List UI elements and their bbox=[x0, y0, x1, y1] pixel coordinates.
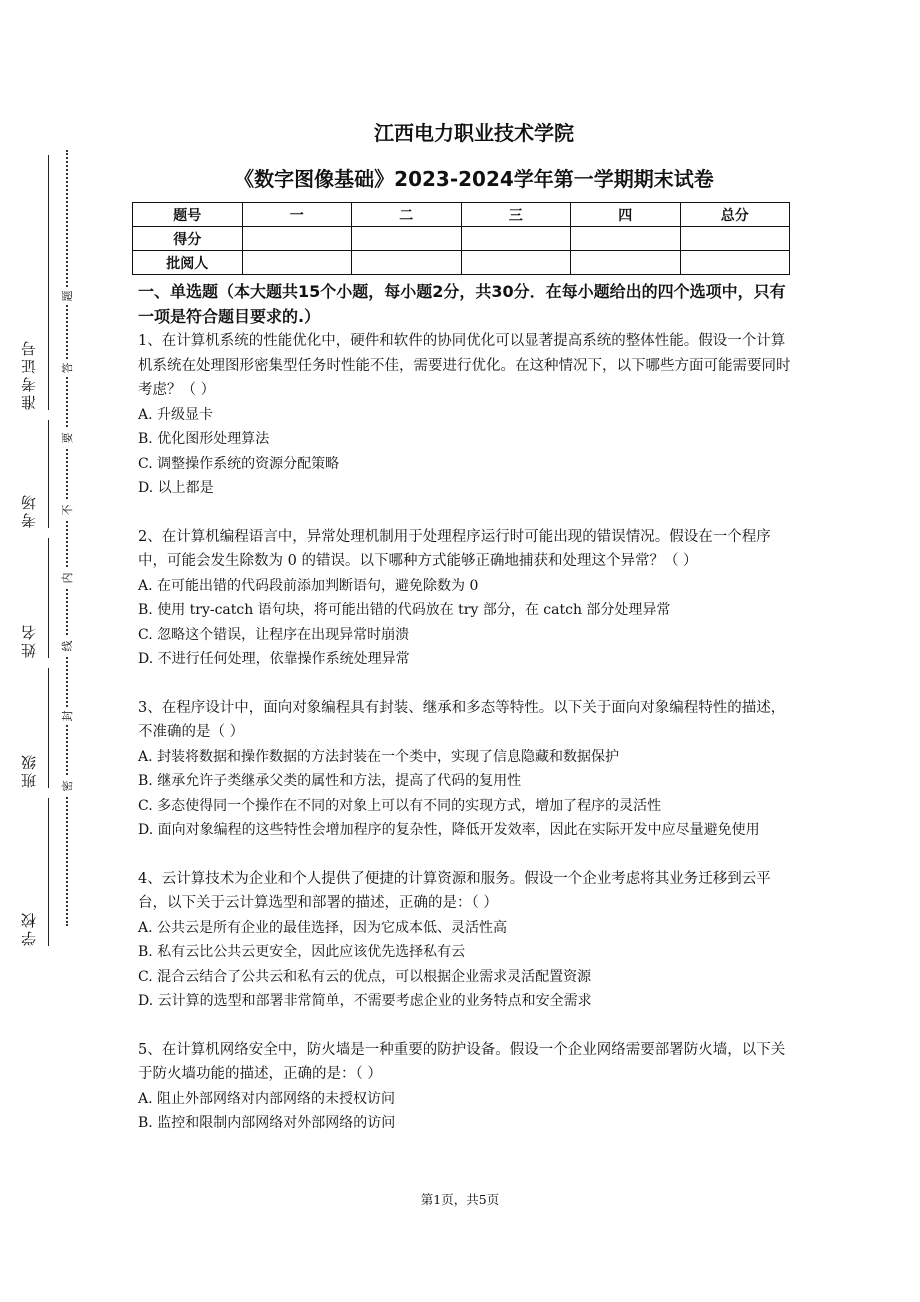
exam-title: 《数字图像基础》2023-2024学年第一学期期末试卷 bbox=[234, 167, 714, 191]
school-label: 学校 bbox=[20, 910, 38, 946]
reviewer-cell bbox=[461, 251, 571, 275]
question-option: A. 阻止外部网络对内部网络的未授权访问 bbox=[138, 1090, 396, 1107]
question-option: C. 混合云结合了公共云和私有云的优点，可以根据企业需求灵活配置资源 bbox=[138, 968, 592, 985]
reviewer-cell bbox=[242, 251, 352, 275]
question-option: B. 使用 try-catch 语句块，将可能出错的代码放在 try 部分，在 catch 部分处理异常 bbox=[138, 602, 671, 618]
class-label: 班级 bbox=[20, 752, 38, 788]
seal-char: 封 bbox=[59, 707, 75, 725]
question-option: C. 忽略这个错误，让程序在出现异常时崩溃 bbox=[138, 626, 410, 643]
score-header-cell: 三 bbox=[461, 203, 571, 227]
exam-room-underline bbox=[48, 420, 49, 528]
class-underline bbox=[48, 668, 49, 788]
score-header-cell: 一 bbox=[242, 203, 352, 227]
school-underline bbox=[48, 798, 49, 946]
score-row-label: 得分 bbox=[133, 227, 243, 251]
question-option: A. 在可能出错的代码段前添加判断语句，避免除数为 0 bbox=[138, 577, 479, 594]
name-field bbox=[14, 538, 44, 658]
score-cell bbox=[352, 227, 462, 251]
question-1 bbox=[138, 329, 792, 501]
name-label: 姓名 bbox=[20, 622, 38, 658]
question-stem: 2、在计算机编程语言中，异常处理机制用于处理程序运行时可能出现的错误情况。假设在一个程序中，可能会发生除数为 0 的错误。以下哪种方式能够正确地捕获和处理这个异常？（ ） bbox=[138, 528, 771, 569]
question-4 bbox=[138, 867, 792, 1014]
question-option: D. 面向对象编程的这些特性会增加程序的复杂性，降低开发效率，因此在实际开发中应尽量避免使用 bbox=[138, 822, 760, 838]
question-option: B. 继承允许子类继承父类的属性和方法，提高了代码的复用性 bbox=[138, 773, 522, 789]
score-table-header-row bbox=[133, 203, 790, 227]
question-option: D. 以上都是 bbox=[138, 480, 214, 496]
question-5 bbox=[138, 1038, 792, 1136]
seal-char: 内 bbox=[59, 569, 75, 587]
seal-char: 题 bbox=[59, 287, 75, 305]
name-underline bbox=[48, 538, 49, 658]
reviewer-cell bbox=[571, 251, 681, 275]
question-option: B. 优化图形处理算法 bbox=[138, 431, 270, 447]
question-stem: 4、云计算技术为企业和个人提供了便捷的计算资源和服务。假设一个企业考虑将其业务迁移到云平台，以下关于云计算选型和部署的描述，正确的是：（ ） bbox=[138, 870, 771, 911]
class-field bbox=[14, 668, 44, 788]
score-header-cell: 四 bbox=[571, 203, 681, 227]
question-option: C. 调整操作系统的资源分配策略 bbox=[138, 455, 340, 472]
binding-margin bbox=[0, 0, 60, 1302]
reviewer-cell bbox=[352, 251, 462, 275]
section-heading: 一、单选题（本大题共15个小题，每小题2分，共30分．在每小题给出的四个选项中，只有一项是符合题目要求的.） bbox=[138, 282, 786, 326]
question-option: C. 多态使得同一个操作在不同的对象上可以有不同的实现方式，增加了程序的灵活性 bbox=[138, 797, 662, 814]
score-cell bbox=[680, 227, 790, 251]
exam-number-field bbox=[14, 155, 44, 410]
seal-char: 密 bbox=[59, 777, 75, 795]
score-header-cell: 二 bbox=[352, 203, 462, 227]
question-2 bbox=[138, 525, 792, 672]
question-option: B. 监控和限制内部网络对外部网络的访问 bbox=[138, 1115, 396, 1131]
score-cell bbox=[461, 227, 571, 251]
seal-char: 要 bbox=[59, 429, 75, 447]
reviewer-row bbox=[133, 251, 790, 275]
question-stem: 3、在程序设计中，面向对象编程具有封装、继承和多态等特性。以下关于面向对象编程特性的描述，不准确的是（ ） bbox=[138, 699, 786, 740]
question-option: A. 公共云是所有企业的最佳选择，因为它成本低、灵活性高 bbox=[138, 919, 508, 936]
seal-char: 不 bbox=[59, 501, 75, 519]
school-field bbox=[14, 798, 44, 946]
seal-char: 答 bbox=[59, 359, 75, 377]
score-row bbox=[133, 227, 790, 251]
score-table bbox=[132, 202, 790, 275]
question-option: D. 不进行任何处理，依靠操作系统处理异常 bbox=[138, 651, 410, 667]
score-header-cell: 总分 bbox=[680, 203, 790, 227]
question-3 bbox=[138, 696, 792, 843]
reviewer-row-label: 批阅人 bbox=[133, 251, 243, 275]
score-cell bbox=[242, 227, 352, 251]
exam-number-label: 准考证号 bbox=[20, 338, 38, 410]
question-option: D. 云计算的选型和部署非常简单，不需要考虑企业的业务特点和安全需求 bbox=[138, 993, 592, 1009]
score-cell bbox=[571, 227, 681, 251]
score-header-cell: 题号 bbox=[133, 203, 243, 227]
question-stem: 5、在计算机网络安全中，防火墙是一种重要的防护设备。假设一个企业网络需要部署防火墙，以下关于防火墙功能的描述，正确的是：（ ） bbox=[138, 1041, 786, 1082]
seal-char: 线 bbox=[59, 637, 75, 655]
reviewer-cell bbox=[680, 251, 790, 275]
exam-room-field bbox=[14, 420, 44, 528]
exam-room-label: 考场 bbox=[20, 492, 38, 528]
question-stem: 1、在计算机系统的性能优化中，硬件和软件的协同优化可以显著提高系统的整体性能。假设一个计算机系统在处理图形密集型任务时性能不佳，需要进行优化。在这种情况下，以下哪些方面可能需要同时考虑？（ ） bbox=[138, 333, 791, 398]
school-title: 江西电力职业技术学院 bbox=[374, 121, 574, 145]
question-option: A. 封装将数据和操作数据的方法封装在一个类中，实现了信息隐藏和数据保护 bbox=[138, 748, 620, 765]
exam-number-underline bbox=[48, 155, 49, 410]
question-option: B. 私有云比公共云更安全，因此应该优先选择私有云 bbox=[138, 944, 466, 960]
question-option: A. 升级显卡 bbox=[138, 406, 214, 423]
page-footer: 第1页，共5页 bbox=[420, 1192, 500, 1207]
exam-page bbox=[132, 118, 792, 1136]
seal-line-text bbox=[58, 280, 76, 800]
